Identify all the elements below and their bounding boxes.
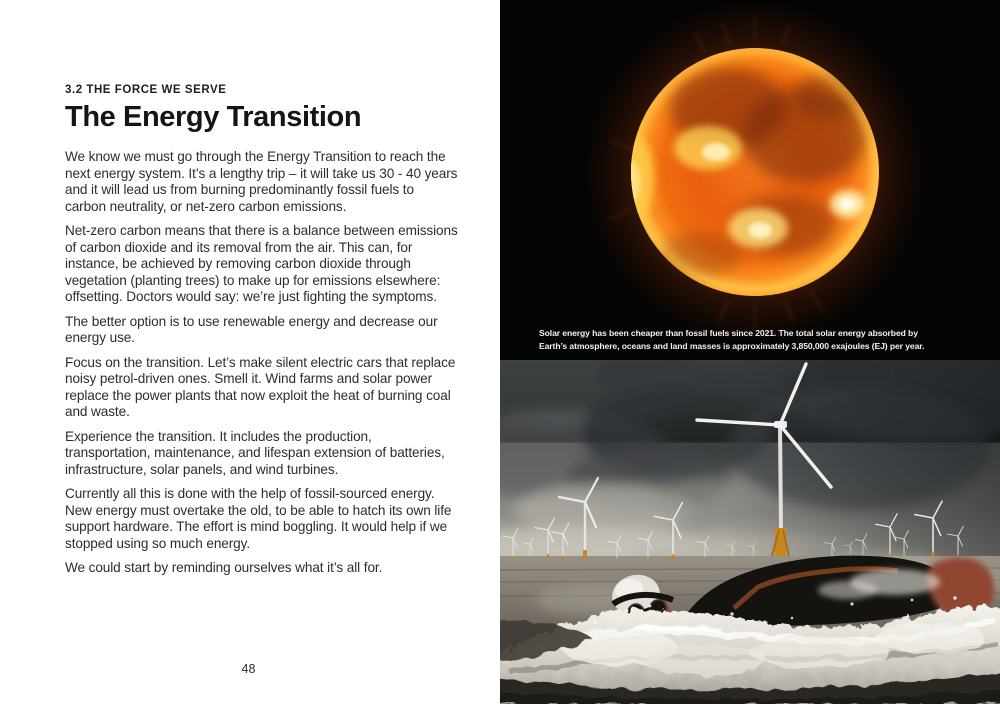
body-paragraph: Currently all this is done with the help of fossil-sourced energy. New energy must overtake the old, to be able to hatch its own life support hardware. The effort is mind boggling. It would help if we stopped using so much energy. [65,486,452,551]
caption-line: Solar energy has been cheaper than fossil fuels since 2021. The total solar energy absorbed by [539,328,918,338]
right-page [500,0,1000,704]
body-paragraph: The better option is to use renewable energy and decrease our energy use. [65,313,438,345]
body-paragraph: Focus on the transition. Let’s make silent electric cars that replace noisy petrol-driven ones. Smell it. Wind farms and solar power replace the power plants that now exploit the heat of burning coal and waste. [65,354,456,419]
text-column [65,84,458,585]
swimmer-photo [500,360,1000,704]
sun-photo-art [500,0,1000,360]
body-paragraph: Experience the transition. It includes the production, transportation, maintenance, and lifespan extension of batteries, infrastructure, solar panels, and wind turbines. [65,428,445,477]
caption-line: Earth’s atmosphere, oceans and land masses is approximately 3,850,000 exajoules (EJ) per year. [539,341,925,351]
photo-caption [539,327,979,353]
section-kicker: 3.2 THE FORCE WE SERVE [65,84,227,96]
sun-photo [500,0,1000,360]
body-paragraph: Net-zero carbon means that there is a balance between emissions of carbon dioxide and its removal from the air. This can, for instance, be achieved by removing carbon dioxide through vegetation (planting trees) to make up for emissions elsewhere: offsetting. Doctors would say: we’re just fighting the symptoms. [65,223,458,304]
page-number: 48 [241,662,256,676]
body-paragraph: We could start by reminding ourselves what it’s all for. [65,560,383,575]
sky-dark-overlay [500,360,1000,570]
body-paragraph: We know we must go through the Energy Transition to reach the next energy system. It’s a lengthy trip – it will take us 30 - 40 years and it will lead us from burning predominantly fossil fuels to carbon neutrality, or net-zero carbon emissions. [65,149,458,214]
swimmer-photo-art [500,360,1000,704]
page-title: The Energy Transition [65,101,362,133]
